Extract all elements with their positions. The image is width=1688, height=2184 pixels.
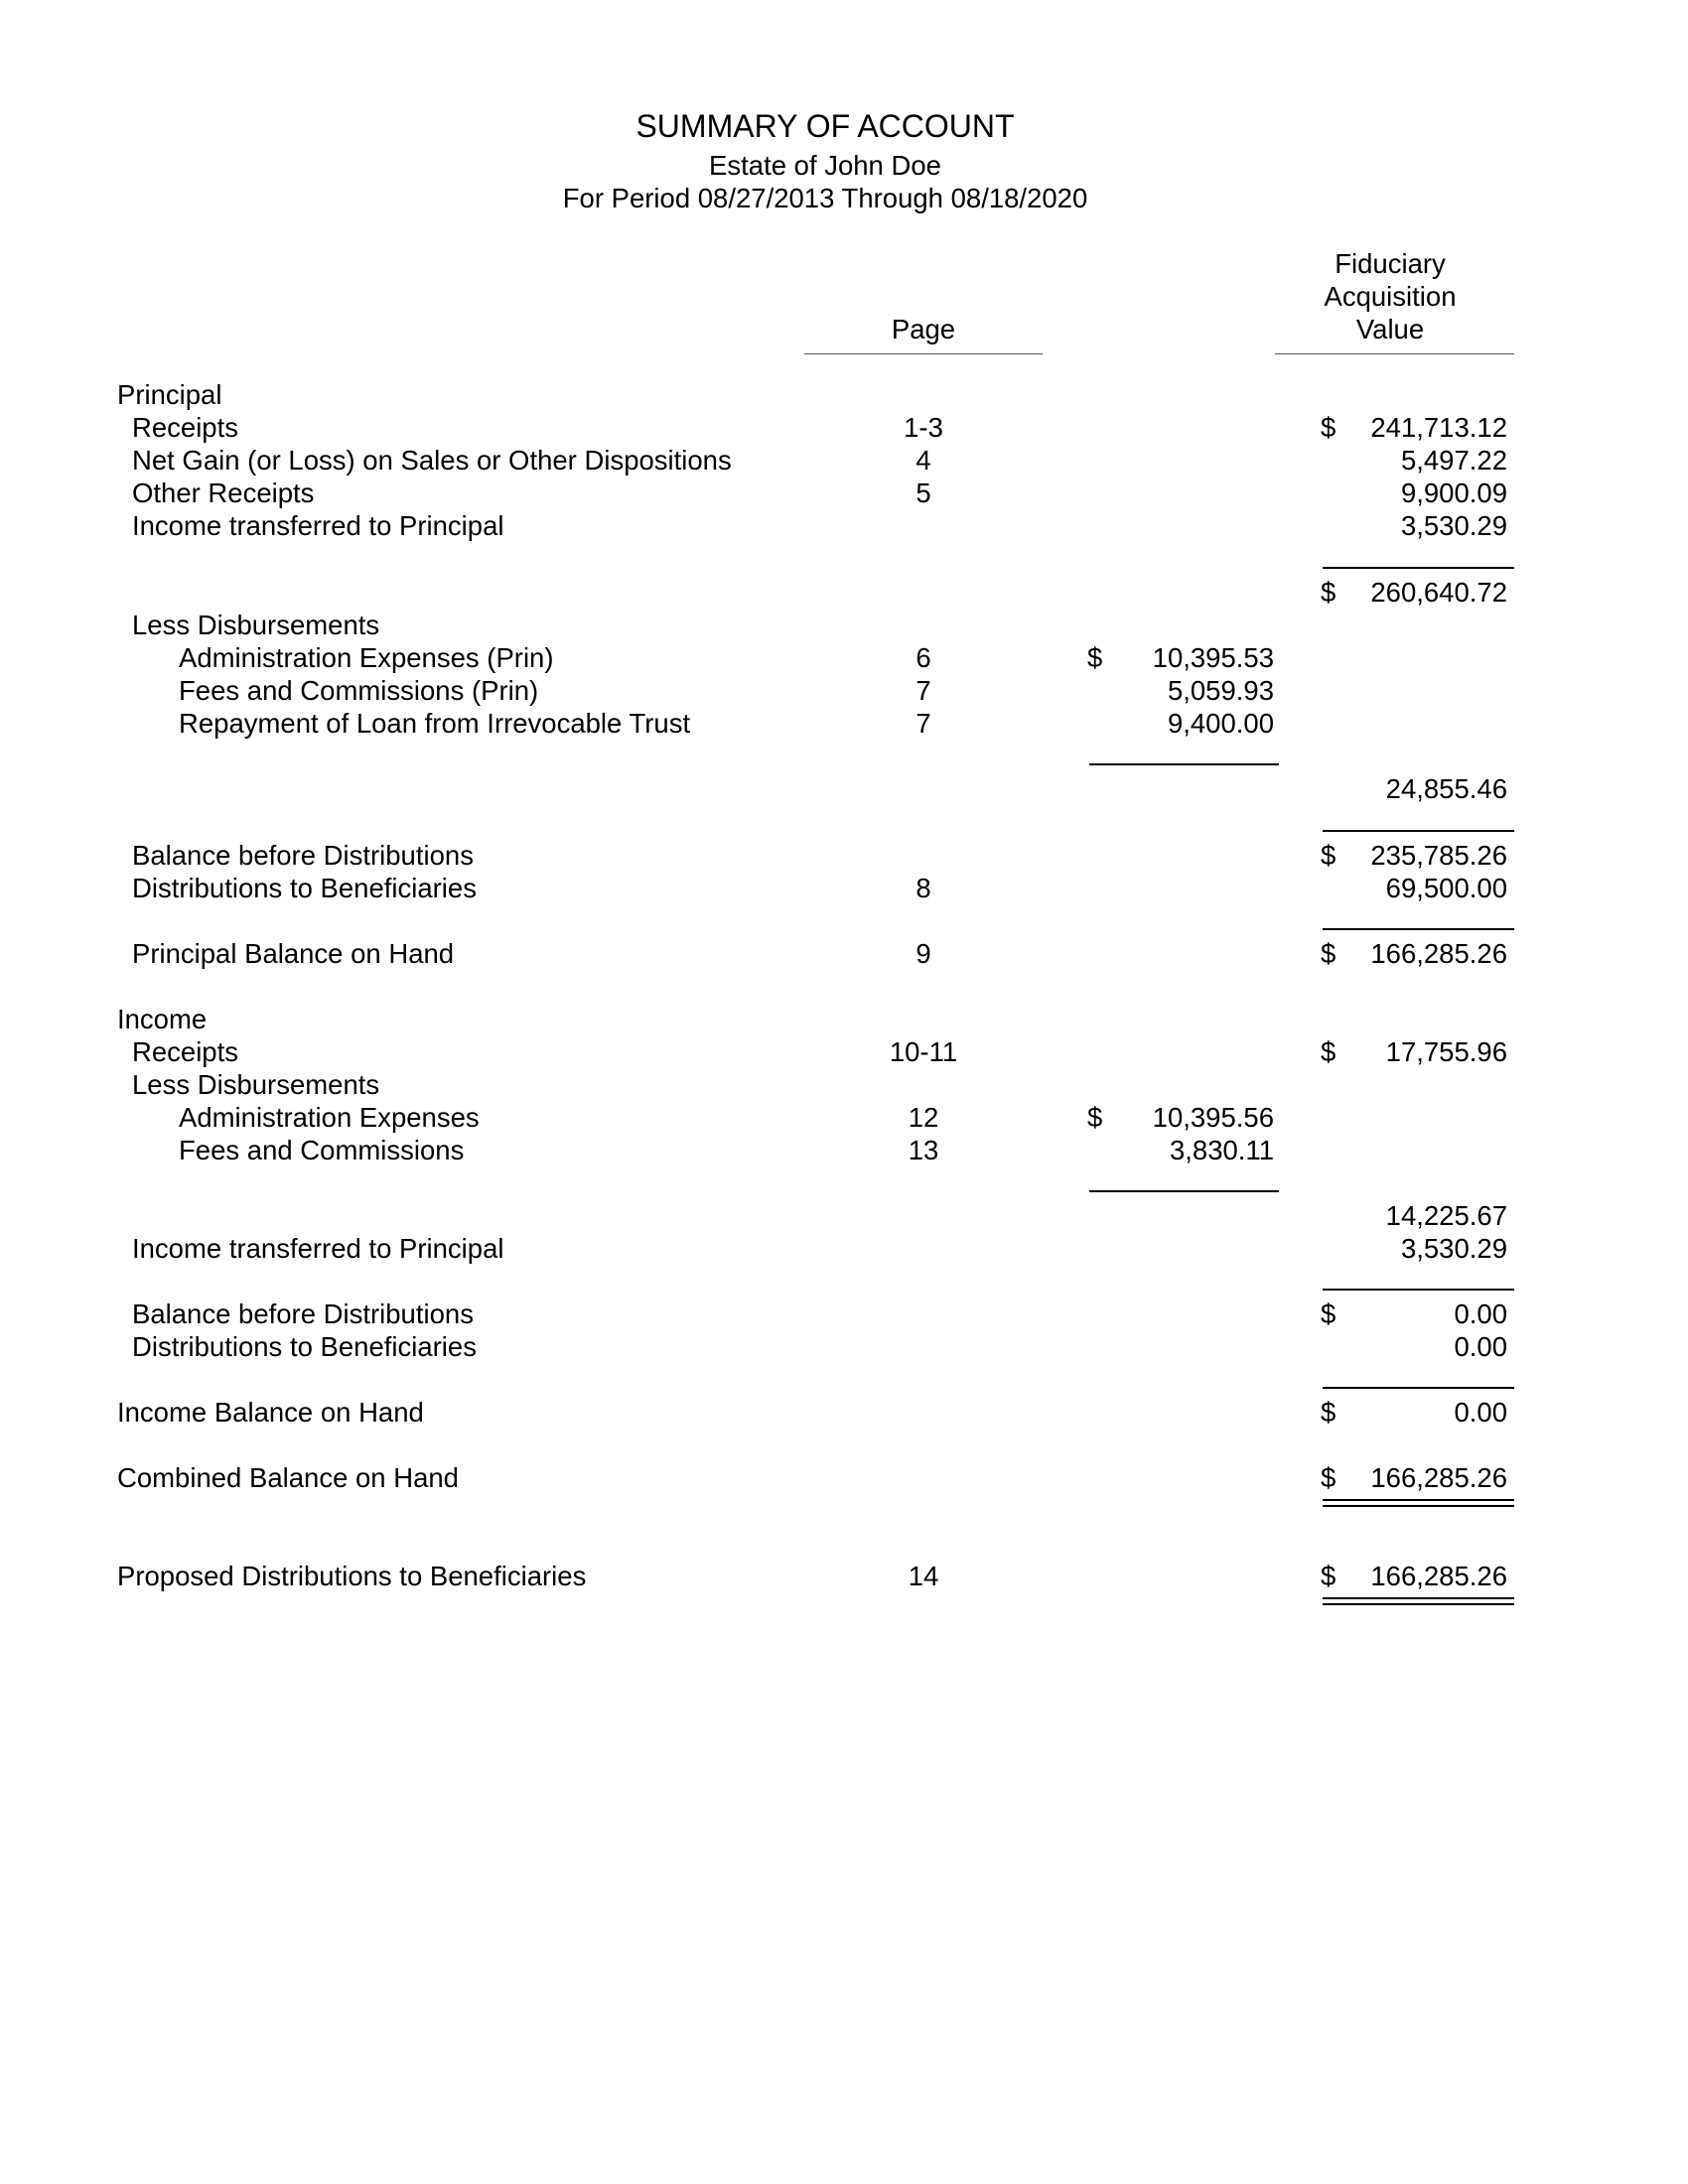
principal-receipts-page: 1-3: [904, 412, 943, 443]
column-header-value-line2: Acquisition: [1324, 281, 1457, 312]
column-header-value-line3: Value: [1355, 314, 1425, 344]
other-receipts-page: 5: [915, 478, 931, 508]
principal-balance-before-value: 235,785.26: [1370, 840, 1507, 871]
income-receipts-label: Receipts: [132, 1036, 238, 1067]
column-header-value-line1: Fiduciary: [1335, 248, 1446, 279]
income-distributions-label: Distributions to Beneficiaries: [132, 1331, 477, 1362]
other-receipts-label: Other Receipts: [132, 478, 315, 508]
net-gain-value: 5,497.22: [1400, 445, 1507, 476]
income-transferred-label: Income transferred to Principal: [132, 1233, 504, 1264]
page-header-underline: [804, 353, 1043, 354]
combined-balance-value: 166,285.26: [1370, 1462, 1507, 1493]
principal-receipts-label: Receipts: [132, 412, 238, 443]
income-heading: Income: [117, 1004, 208, 1034]
column-header-page: Page: [891, 314, 956, 344]
proposed-distributions-label: Proposed Distributions to Beneficiaries: [117, 1561, 587, 1591]
income-fees-label: Fees and Commissions: [179, 1135, 465, 1165]
principal-balance-before-label: Balance before Distributions: [132, 840, 474, 871]
principal-disbursements-total: 24,855.46: [1385, 773, 1507, 804]
currency-symbol: $: [1321, 1397, 1336, 1428]
principal-admin-expenses-amount: 10,395.53: [1152, 642, 1274, 673]
income-transferred-value: 3,530.29: [1400, 1233, 1507, 1264]
value-header-underline: [1275, 353, 1514, 354]
principal-fees-page: 7: [915, 675, 931, 706]
income-distributions-value: 0.00: [1454, 1331, 1507, 1362]
income-balance-on-hand-label: Income Balance on Hand: [117, 1397, 424, 1428]
currency-symbol: $: [1321, 1298, 1336, 1329]
currency-symbol: $: [1321, 412, 1336, 443]
principal-fees-label: Fees and Commissions (Prin): [179, 675, 539, 706]
document-title: SUMMARY OF ACCOUNT: [635, 108, 1015, 144]
principal-admin-expenses-page: 6: [915, 642, 931, 673]
income-receipts-value: 17,755.96: [1385, 1036, 1507, 1067]
principal-distributions-page: 8: [915, 873, 931, 903]
principal-admin-expenses-label: Administration Expenses (Prin): [179, 642, 554, 673]
principal-receipts-value: 241,713.12: [1370, 412, 1507, 443]
currency-symbol: $: [1321, 577, 1336, 608]
loan-repayment-label: Repayment of Loan from Irrevocable Trust: [179, 708, 691, 739]
combined-double-rule: [1323, 1499, 1514, 1507]
currency-symbol: $: [1087, 642, 1103, 673]
income-disbursements-rule: [1089, 1190, 1279, 1192]
income-receipts-page: 10-11: [889, 1036, 958, 1067]
principal-less-disbursements-label: Less Disbursements: [132, 610, 380, 640]
income-balance-on-hand-value: 0.00: [1454, 1397, 1507, 1428]
income-balance-before-value: 0.00: [1454, 1298, 1507, 1329]
loan-repayment-page: 7: [915, 708, 931, 739]
principal-distributions-label: Distributions to Beneficiaries: [132, 873, 477, 903]
principal-on-hand-rule: [1323, 928, 1514, 930]
income-admin-expenses-amount: 10,395.56: [1152, 1102, 1274, 1133]
income-fees-page: 13: [908, 1135, 939, 1165]
income-balance-rule: [1323, 1289, 1514, 1291]
currency-symbol: $: [1321, 938, 1336, 969]
net-gain-label: Net Gain (or Loss) on Sales or Other Dispositions: [132, 445, 732, 476]
principal-distributions-value: 69,500.00: [1385, 873, 1507, 903]
principal-income-transferred-label: Income transferred to Principal: [132, 510, 504, 541]
income-fees-amount: 3,830.11: [1169, 1135, 1274, 1165]
proposed-double-rule: [1323, 1597, 1514, 1605]
estate-name: Estate of John Doe: [709, 150, 941, 181]
proposed-distributions-page: 14: [908, 1561, 939, 1591]
principal-balance-on-hand-page: 9: [915, 938, 931, 969]
combined-balance-label: Combined Balance on Hand: [117, 1462, 459, 1493]
principal-fees-amount: 5,059.93: [1167, 675, 1274, 706]
income-admin-expenses-label: Administration Expenses: [179, 1102, 480, 1133]
principal-balance-on-hand-value: 166,285.26: [1370, 938, 1507, 969]
period-range: For Period 08/27/2013 Through 08/18/2020: [562, 183, 1088, 213]
income-less-disbursements-label: Less Disbursements: [132, 1069, 380, 1100]
currency-symbol: $: [1321, 840, 1336, 871]
currency-symbol: $: [1321, 1462, 1336, 1493]
principal-disbursements-rule: [1089, 763, 1279, 765]
principal-balance-rule: [1323, 830, 1514, 832]
principal-income-transferred-value: 3,530.29: [1400, 510, 1507, 541]
proposed-distributions-value: 166,285.26: [1370, 1561, 1507, 1591]
income-balance-before-label: Balance before Distributions: [132, 1298, 474, 1329]
other-receipts-value: 9,900.09: [1400, 478, 1507, 508]
loan-repayment-amount: 9,400.00: [1167, 708, 1274, 739]
currency-symbol: $: [1321, 1561, 1336, 1591]
principal-heading: Principal: [117, 379, 222, 410]
net-gain-page: 4: [915, 445, 931, 476]
currency-symbol: $: [1321, 1036, 1336, 1067]
currency-symbol: $: [1087, 1102, 1103, 1133]
income-on-hand-rule: [1323, 1387, 1514, 1389]
principal-subtotal-rule: [1323, 567, 1514, 569]
income-disbursements-total: 14,225.67: [1385, 1200, 1507, 1231]
principal-balance-on-hand-label: Principal Balance on Hand: [132, 938, 455, 969]
principal-subtotal-value: 260,640.72: [1370, 577, 1507, 608]
income-admin-expenses-page: 12: [908, 1102, 939, 1133]
